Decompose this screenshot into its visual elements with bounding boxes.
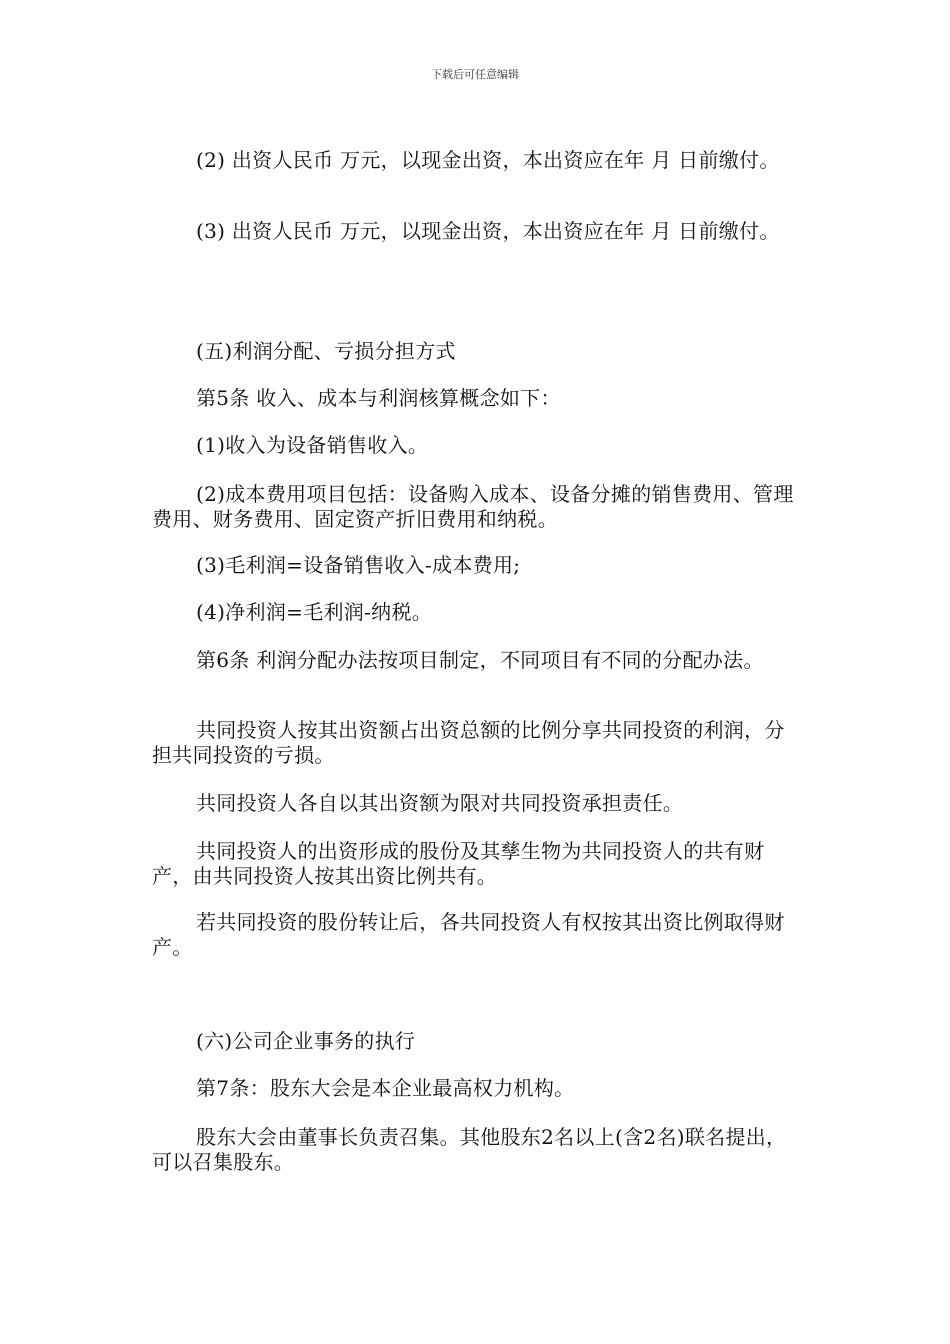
paragraph-net-profit: (4)净利润=毛利润-纳税。	[196, 600, 433, 624]
paragraph-revenue: (1)收入为设备销售收入。	[196, 433, 429, 457]
paragraph-contribution-3: (3) 出资人民币 万元，以现金出资，本出资应在年 月 日前缴付。	[196, 219, 780, 243]
paragraph-joint-property: 共同投资人的出资形成的股份及其孳生物为共同投资人的共有财产，由共同投资人按其出资比例共有。	[152, 839, 765, 888]
page-header: 下载后可任意编辑	[431, 68, 519, 81]
paragraph-profit-sharing: 共同投资人按其出资额占出资总额的比例分享共同投资的利润，分担共同投资的亏损。	[152, 718, 785, 767]
paragraph-contribution-2: (2) 出资人民币 万元，以现金出资，本出资应在年 月 日前缴付。	[196, 148, 780, 172]
paragraph-share-transfer: 若共同投资的股份转让后，各共同投资人有权按其出资比例取得财产。	[152, 910, 785, 959]
paragraph-liability: 共同投资人各自以其出资额为限对共同投资承担责任。	[196, 791, 684, 815]
paragraph-cost-items: (2)成本费用项目包括：设备购入成本、设备分摊的销售费用、管理费用、财务费用、固定资产折旧费用和纳税。	[152, 482, 794, 531]
article-7: 第7条：股东大会是本企业最高权力机构。	[196, 1076, 575, 1100]
article-6: 第6条 利润分配办法按项目制定，不同项目有不同的分配办法。	[196, 648, 764, 672]
paragraph-shareholder-meeting: 股东大会由董事长负责召集。其他股东2名以上(含2名)联名提出，可以召集股东。	[152, 1125, 787, 1174]
section-heading-6: (六)公司企业事务的执行	[196, 1029, 416, 1053]
section-heading-5: (五)利润分配、亏损分担方式	[196, 339, 456, 363]
paragraph-gross-profit: (3)毛利润=设备销售收入-成本费用;	[196, 553, 521, 577]
article-5: 第5条 收入、成本与利润核算概念如下：	[196, 386, 561, 410]
